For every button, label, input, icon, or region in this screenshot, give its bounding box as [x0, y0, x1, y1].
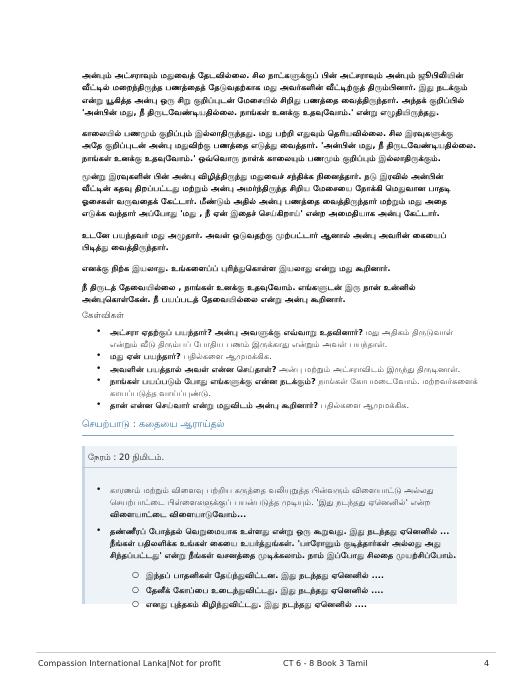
- question-item: [96, 399, 478, 411]
- answer-text: நாங்கள் கோபமடைவோம். மற்றவர்களைக்: [315, 375, 478, 386]
- text-line: பிடித்து வைத்திருந்தார்.: [82, 242, 169, 253]
- text-line: நாங்கள் உனக்கு உதவுவோம்.' ஒவ்வொரு நாள்க் காலையும் பணமும் குறிப்பும் இல்லாதிருக்கும்.: [82, 152, 441, 163]
- text-line: தண்ணீரப் போத்தல் வெறுமையாக உள்ளது என்று ஒரு கூறுவது. இது நடந்தது ஏனெனில் ...: [110, 526, 450, 536]
- answer-text: பதில்களை ஆமுமக்கிக.: [180, 351, 272, 362]
- page-number: 4: [484, 659, 490, 668]
- text-line: நீ திருடத் தேவையில்லை , நாங்கள் உனக்கு உதவுவோம். எங்களுடன் இரு நான் உன்னில்: [82, 282, 416, 292]
- text-line: 'அன்பின் மது, நீ திருடவேண்டியதில்லை. நாங்கள் உனக்கு உதவுவோம்.' என்று எழுதியிருந்தது.: [82, 107, 440, 118]
- story-paragraph-4: [82, 229, 454, 254]
- question-item: [96, 375, 478, 399]
- text-line: வீட்டில் மறைந்திருந்த பணத்தைத் தேடுவதற்காக மது அவர்களின் வீட்டிற்குத் திரும்பினார். இது நடக்கும்: [82, 82, 468, 93]
- text-line: நீங்கள் பதிலளிக்க உங்கள் கையை உயர்த்துங்கள். 'பாரோனும் குடித்தார்கள் அல்லது அது: [110, 538, 441, 549]
- text-line: உடனே பயந்தவர் மது அழுதார். அவள் ஒடுவதற்கு முற்பட்டார் ஆனால் அன்பு அவரின் கையைப்: [82, 230, 447, 240]
- text-line: எடுக்க வந்தார் அப்போது 'மது , நீ ஏன் இதைச் செய்கிறாய்' என்ற அமைதியாக அன்பு கேட்டார்.: [82, 208, 440, 219]
- activity-time: நேரம் : 20 நிமிடம்.: [88, 453, 165, 463]
- answer-text: காயப்படுத்த வாய்ப்புண்டு.: [110, 388, 211, 399]
- activity-list: [96, 525, 456, 562]
- questions-heading: கேள்விகள்: [82, 311, 124, 321]
- question-text: அவளின் பயத்தால் அவள் என்ன செய்தாள்?: [110, 363, 277, 374]
- footer-divider: [36, 652, 496, 653]
- question-text: தான் என்ன செய்வார் என்று மதுவிடம் அன்பு கூறினார்?: [110, 400, 319, 411]
- question-text: அட்சரா ஏதற்குப் பயந்தார்? அன்பு அவளுக்கு எவ்வாறு உதவினார்?: [110, 327, 363, 337]
- questions-list: [96, 326, 478, 411]
- text-line: சிந்தப்பட்டது' என்று நீங்கள் வசனத்தை முடிக்கலாம். நாம் இப்போது சிலதை முயற்சிப்போம்.: [110, 550, 457, 561]
- example-item: ○ இந்தப் பாதனிகள் தேய்ந்துவிட்டன. இது நடந்தது ஏனெனில் ....: [132, 568, 384, 583]
- answer-text: பதில்களை ஆமுமக்கிக.: [318, 400, 410, 411]
- text-line: காரணம் மற்றும் விளைவு பற்றிய கருத்தை வலியுறுத்த பின்வரும் விளையாட்டு அல்லது: [110, 485, 434, 495]
- text-line: வீட்டின் கதவு திறப்பட்டது மற்றும் அன்பு அமர்ந்திருந்த சிறிய மேசையை நோக்கி மெதுவான பாதடி: [82, 183, 451, 194]
- answer-text: மது அதிகம் திருடுவாள்: [362, 327, 454, 337]
- question-item: [96, 350, 478, 362]
- text-line: விளையாட்டை விளையாடுவோம்...: [110, 509, 247, 520]
- divider: [82, 467, 457, 468]
- story-paragraph-6: [82, 281, 454, 306]
- footer-left: Compassion International Lanka|Not for profit: [38, 659, 221, 668]
- question-item: [96, 326, 478, 350]
- text-line: எனக்கு நிற்க இயலாது. உங்களைப்ப் புரிந்துகொள்ள இயலாது என்று மது கூறினார்.: [82, 263, 391, 273]
- activity-item: [96, 525, 456, 562]
- activity-item: [96, 484, 434, 521]
- footer-center: CT 6 - 8 Book 3 Tamil: [283, 659, 368, 668]
- example-item: ○ எனது புத்தகம் கிழிந்துவிட்டது. இது நடந்தது ஏனெனில் ....: [132, 597, 384, 612]
- text-line: மூன்று இரவுகளின் பின் அன்பு விழித்திருந்து மதுவைச் சந்திக்க நினைத்தார். நடு இரவில் அன்பின்: [82, 171, 444, 181]
- text-line: காலையில் பணமும் குறிப்பும் இல்லாதிருந்தது. மது பற்றி எதுவும் தெரியவில்லை. சில இரவுகளுக்கு: [82, 128, 454, 138]
- text-line: அன்பும் அட்சராவும் மதுவைத் தேடவில்லை. சில நாட்களுக்குப் பின் அட்சராவும் அன்பும் ஜூபிலியின்: [82, 70, 464, 80]
- story-paragraph-3: [82, 170, 454, 220]
- text-line: என்று யூகித்த அன்பு ஒரு சிறு குறிப்புடன் மேசையில் சிறிது பணத்தை வைத்திருந்தார். அந்தக் குறிப்பில்: [82, 94, 465, 105]
- question-text: நாங்கள் பயப்படும் போது எங்களுக்கு என்ன நடக்கும்?: [110, 375, 316, 386]
- text-line: அன்புகொள்கேன். நீ பயப்படத் தேவையில்லை என்று அன்பு கூறினார்.: [82, 294, 346, 305]
- question-item: [96, 363, 478, 375]
- example-item: ○ தேனீக் கோப்பை உடைந்துவிட்டது. இது நடந்தது ஏனெனில் ....: [132, 583, 384, 598]
- story-paragraph-5: [82, 262, 454, 274]
- activity-list: [96, 484, 434, 521]
- question-text: மது ஏன் பயந்தார்?: [110, 351, 181, 362]
- answer-text: அன்பு மற்றும் அட்சராவிடம் இருந்து திருடினாள்.: [276, 363, 461, 374]
- example-list: [132, 568, 384, 612]
- text-line: செயற்பாட்டை பிள்ளைகளுக்குப் பயன்படுத்த முடியும். 'இது நடந்தது ஏனெனில்' என்ற: [110, 497, 431, 508]
- text-line: ஓசைகள் வருவதைக் கேட்டார். மீண்டும் அதில் அன்பு பணத்தை வைத்திருந்தார் மற்றும் மது அதை: [82, 195, 448, 206]
- story-paragraph-1: [82, 69, 468, 119]
- story-paragraph-2: [82, 127, 477, 164]
- answer-text: என்றும் வீடு திரும்பப் போதிய பணம் இருக்காது என்றும் அவள் பயந்தாள்.: [110, 339, 388, 350]
- activity-heading: செயற்பாடு : கதையை ஆராய்தல்: [82, 419, 454, 436]
- text-line: அதே குறிப்புடன் அன்பு மதுவிற்கு பணத்தை எடுத்து வைத்தார். 'அன்பின் மது, நீ திருடவேண்டியதில்லை.: [82, 140, 477, 151]
